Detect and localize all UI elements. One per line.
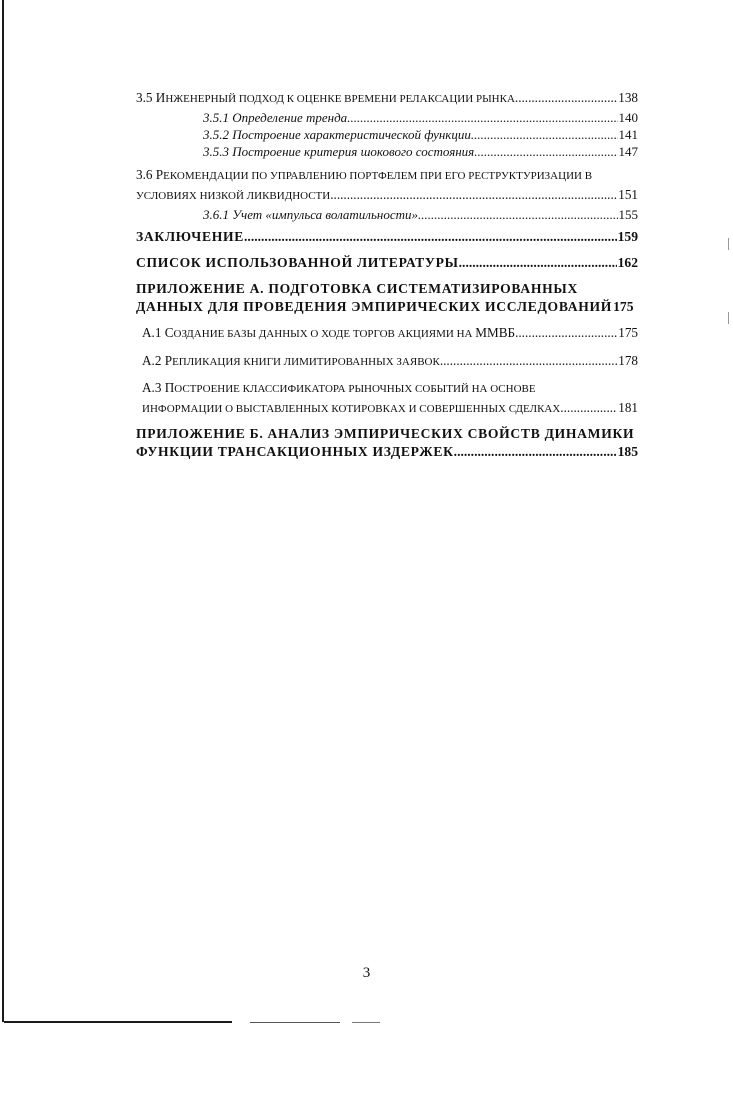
dot-leader bbox=[454, 443, 617, 461]
dot-leader bbox=[347, 109, 617, 126]
entry-title: 3.5.1 Определение тренда bbox=[203, 110, 348, 125]
page-number: 151 bbox=[618, 187, 638, 202]
entry-title: ЕПЛИКАЦИЯ КНИГИ ЛИМИТИРОВАННЫХ ЗАЯВОК bbox=[172, 356, 440, 368]
scan-edge-bottom bbox=[4, 1021, 232, 1023]
entry-title-acronym: ММВБ bbox=[475, 325, 516, 340]
page-number-footer: 3 bbox=[362, 965, 371, 981]
dot-leader bbox=[459, 254, 617, 272]
entry-title: НЖЕНЕРНЫЙ ПОДХОД К ОЦЕНКЕ ВРЕМЕНИ РЕЛАКСАЦИИ РЫНКА bbox=[165, 93, 515, 105]
entry-title-line-2: УСЛОВИЯХ НИЗКОЙ ЛИКВИДНОСТИ bbox=[136, 190, 331, 202]
dot-leader bbox=[560, 398, 617, 417]
entry-initial: Р bbox=[155, 167, 164, 182]
entry-title: 3.5.3 Построение критерия шокового состояния bbox=[203, 144, 475, 159]
entry-title-line-1: ЕКОМЕНДАЦИИ ПО УПРАВЛЕНИЮ ПОРТФЕЛЕМ ПРИ ЕГО РЕСТРУКТУРИЗАЦИИ В bbox=[163, 170, 593, 182]
toc-entry-a-2[interactable] bbox=[136, 351, 638, 372]
toc-entry-references[interactable] bbox=[136, 254, 638, 272]
toc-entry-3-5[interactable] bbox=[136, 88, 638, 109]
entry-title: 3.5.2 Построение характеристической функции bbox=[203, 127, 471, 142]
toc-entry-3-6[interactable] bbox=[136, 166, 638, 206]
entry-number: 3.6 bbox=[136, 167, 156, 182]
entry-title-line-1: ПРИЛОЖЕНИЕ Б. АНАЛИЗ ЭМПИРИЧЕСКИХ СВОЙСТВ ДИНАМИКИ bbox=[136, 426, 635, 441]
scan-edge-bottom-fragment bbox=[352, 1022, 380, 1023]
table-of-contents bbox=[136, 88, 638, 461]
entry-title-line-1: ОСТРОЕНИЕ КЛАССИФИКАТОРА РЫНОЧНЫХ СОБЫТИЙ НА ОСНОВЕ bbox=[174, 383, 536, 395]
toc-entry-3-5-1[interactable] bbox=[136, 109, 638, 126]
scan-edge-left bbox=[2, 0, 4, 1022]
page-number: 155 bbox=[618, 207, 638, 222]
entry-title: ЗАКЛЮЧЕНИЕ bbox=[136, 229, 245, 244]
dot-leader bbox=[330, 185, 617, 204]
page-number: 185 bbox=[617, 444, 638, 459]
entry-initial: С bbox=[164, 325, 174, 340]
page-number: 178 bbox=[618, 353, 638, 368]
entry-title: 3.6.1 Учет «импульса волатильности» bbox=[203, 207, 418, 222]
page-number: 140 bbox=[618, 110, 638, 125]
toc-entry-a-3[interactable] bbox=[136, 379, 638, 419]
toc-entry-conclusion[interactable] bbox=[136, 228, 638, 246]
entry-initial: И bbox=[155, 90, 166, 105]
scan-mark-right bbox=[728, 238, 729, 250]
page-number: 147 bbox=[618, 144, 638, 159]
entry-title-line-2: ФУНКЦИИ ТРАНСАКЦИОННЫХ ИЗДЕРЖЕК bbox=[136, 444, 454, 459]
toc-entry-a-1[interactable] bbox=[136, 323, 638, 344]
entry-number: А.1 bbox=[142, 325, 165, 340]
toc-entry-appendix-b[interactable] bbox=[136, 425, 638, 461]
toc-entry-3-5-2[interactable] bbox=[136, 126, 638, 143]
entry-number: 3.5 bbox=[136, 90, 156, 105]
page-number: 159 bbox=[617, 229, 638, 244]
entry-number: А.2 bbox=[142, 353, 165, 368]
page-number: 175 bbox=[613, 299, 634, 314]
entry-initial: П bbox=[164, 380, 175, 395]
entry-title: ОЗДАНИЕ БАЗЫ ДАННЫХ О ХОДЕ ТОРГОВ АКЦИЯМИ НА bbox=[173, 328, 476, 340]
dot-leader bbox=[515, 88, 617, 107]
scan-mark-right bbox=[728, 312, 729, 324]
page-number: 138 bbox=[618, 90, 638, 105]
entry-title-line-2: ИНФОРМАЦИИ О ВЫСТАВЛЕННЫХ КОТИРОВКАХ И СОВЕРШЕННЫХ СДЕЛКАХ bbox=[142, 403, 561, 415]
page-number: 175 bbox=[618, 325, 638, 340]
scan-edge-bottom-fragment bbox=[250, 1022, 340, 1023]
dot-leader bbox=[418, 206, 618, 223]
page-number: 181 bbox=[618, 400, 638, 415]
dot-leader bbox=[244, 228, 617, 246]
dot-leader bbox=[515, 323, 617, 342]
toc-entry-appendix-a[interactable] bbox=[136, 280, 638, 316]
toc-entry-3-5-3[interactable] bbox=[136, 143, 638, 160]
entry-number: А.3 bbox=[142, 380, 165, 395]
page-number: 162 bbox=[617, 255, 638, 270]
page-number: 141 bbox=[618, 127, 638, 142]
entry-title: СПИСОК ИСПОЛЬЗОВАННОЙ ЛИТЕРАТУРЫ bbox=[136, 255, 459, 270]
entry-title-line-1: ПРИЛОЖЕНИЕ А. ПОДГОТОВКА СИСТЕМАТИЗИРОВАННЫХ bbox=[136, 281, 578, 296]
toc-entry-3-6-1[interactable] bbox=[136, 206, 638, 223]
entry-title-line-2: ДАННЫХ ДЛЯ ПРОВЕДЕНИЯ ЭМПИРИЧЕСКИХ ИССЛЕДОВАНИЙ bbox=[136, 299, 613, 314]
dot-leader bbox=[471, 126, 618, 143]
dot-leader bbox=[474, 143, 617, 160]
dot-leader bbox=[440, 351, 617, 370]
entry-initial: Р bbox=[164, 353, 173, 368]
